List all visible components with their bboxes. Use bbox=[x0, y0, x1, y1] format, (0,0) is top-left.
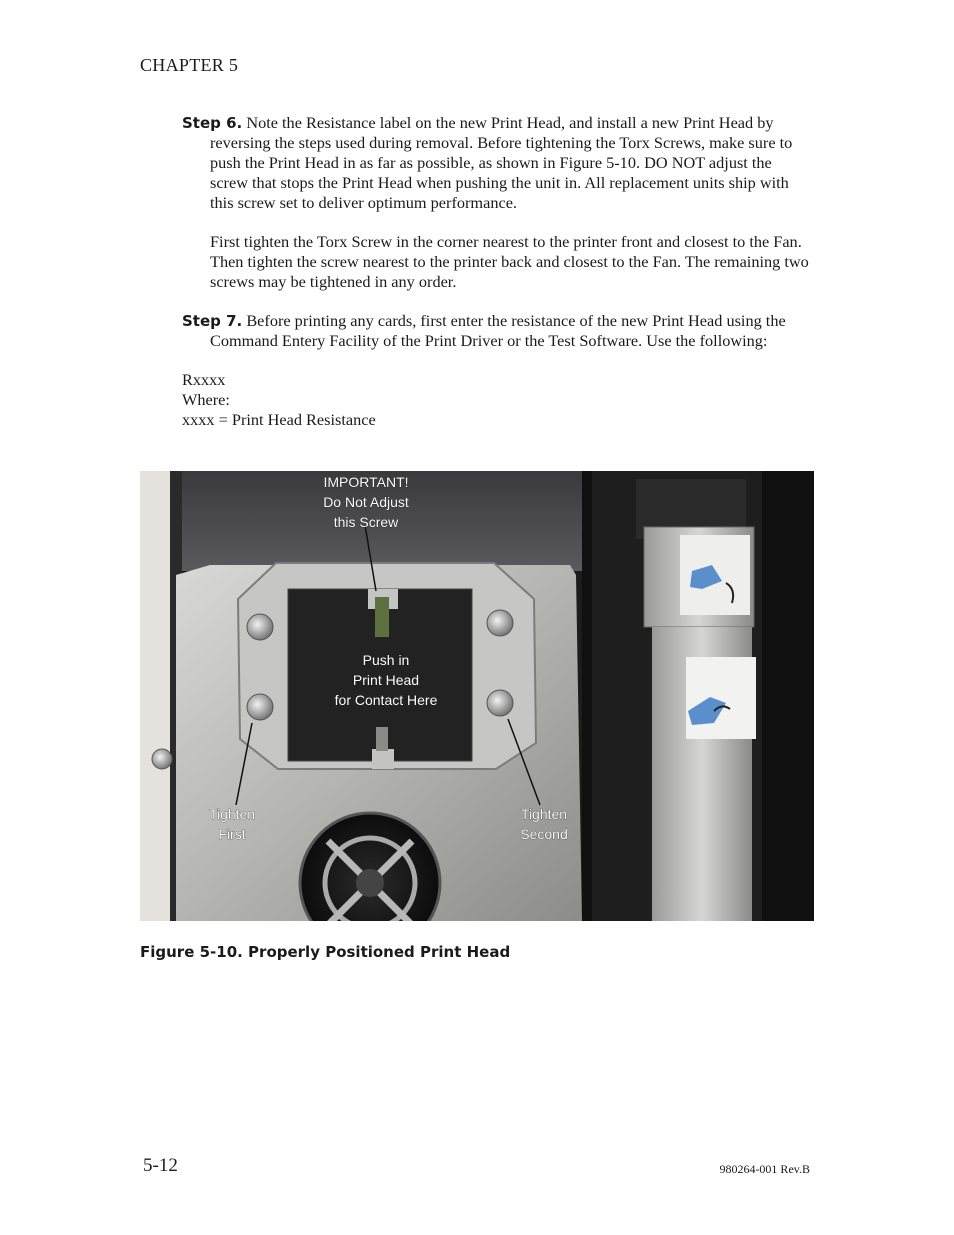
step-6 bbox=[182, 113, 812, 213]
command-where: Where: bbox=[182, 390, 230, 409]
callout-important-line3: this Screw bbox=[333, 514, 399, 530]
callout-second-line1: Tighten bbox=[520, 806, 568, 822]
callout-first-line1: Tighten bbox=[208, 806, 256, 822]
chapter-header: CHAPTER 5 bbox=[140, 55, 239, 75]
step-6-followup: First tighten the Torx Screw in the corner nearest to the printer front and closest to the Fan. Then tighten the screw nearest to the printer back and closest to the Fan. The remaining two screws may be tightened in any order. bbox=[210, 232, 809, 291]
command-definition: xxxx = Print Head Resistance bbox=[182, 410, 376, 429]
print-head-photo bbox=[140, 471, 814, 921]
page-number: 5-12 bbox=[143, 1155, 178, 1176]
step-7-label: Step 7. bbox=[182, 312, 243, 330]
callout-important-line1: IMPORTANT! bbox=[323, 474, 409, 490]
instructions bbox=[182, 113, 812, 430]
step-6-label: Step 6. bbox=[182, 114, 243, 132]
step-6-text: Note the Resistance label on the new Print Head, and install a new Print Head by reversing the steps used during removal. Before tightening the Torx Screws, make sure to push the Print Head in as far as possible, as shown in Figure 5-10. DO NOT adjust the screw that stops the Print Head when pushing the unit in. All replacement units ship with this screw set to deliver optimum performance. bbox=[210, 113, 793, 212]
callout-push-line2: Print Head bbox=[352, 672, 420, 688]
step-7 bbox=[182, 311, 812, 351]
callout-important-line2: Do Not Adjust bbox=[323, 494, 409, 510]
document-number: 980264-001 Rev.B bbox=[719, 1162, 810, 1176]
callout-first-line2: First bbox=[218, 826, 246, 842]
callout-push-line1: Push in bbox=[362, 652, 410, 668]
step-7-text: Before printing any cards, first enter the resistance of the new Print Head using the Command Entery Facility of the Print Driver or the Test Software. Use the following: bbox=[210, 311, 786, 350]
command-line: Rxxxx bbox=[182, 370, 226, 389]
command-syntax bbox=[182, 370, 812, 430]
callout-push-line3: for Contact Here bbox=[334, 692, 438, 708]
callout-second-line2: Second bbox=[520, 826, 568, 842]
figure-caption: Figure 5-10. Properly Positioned Print Head bbox=[140, 943, 511, 961]
